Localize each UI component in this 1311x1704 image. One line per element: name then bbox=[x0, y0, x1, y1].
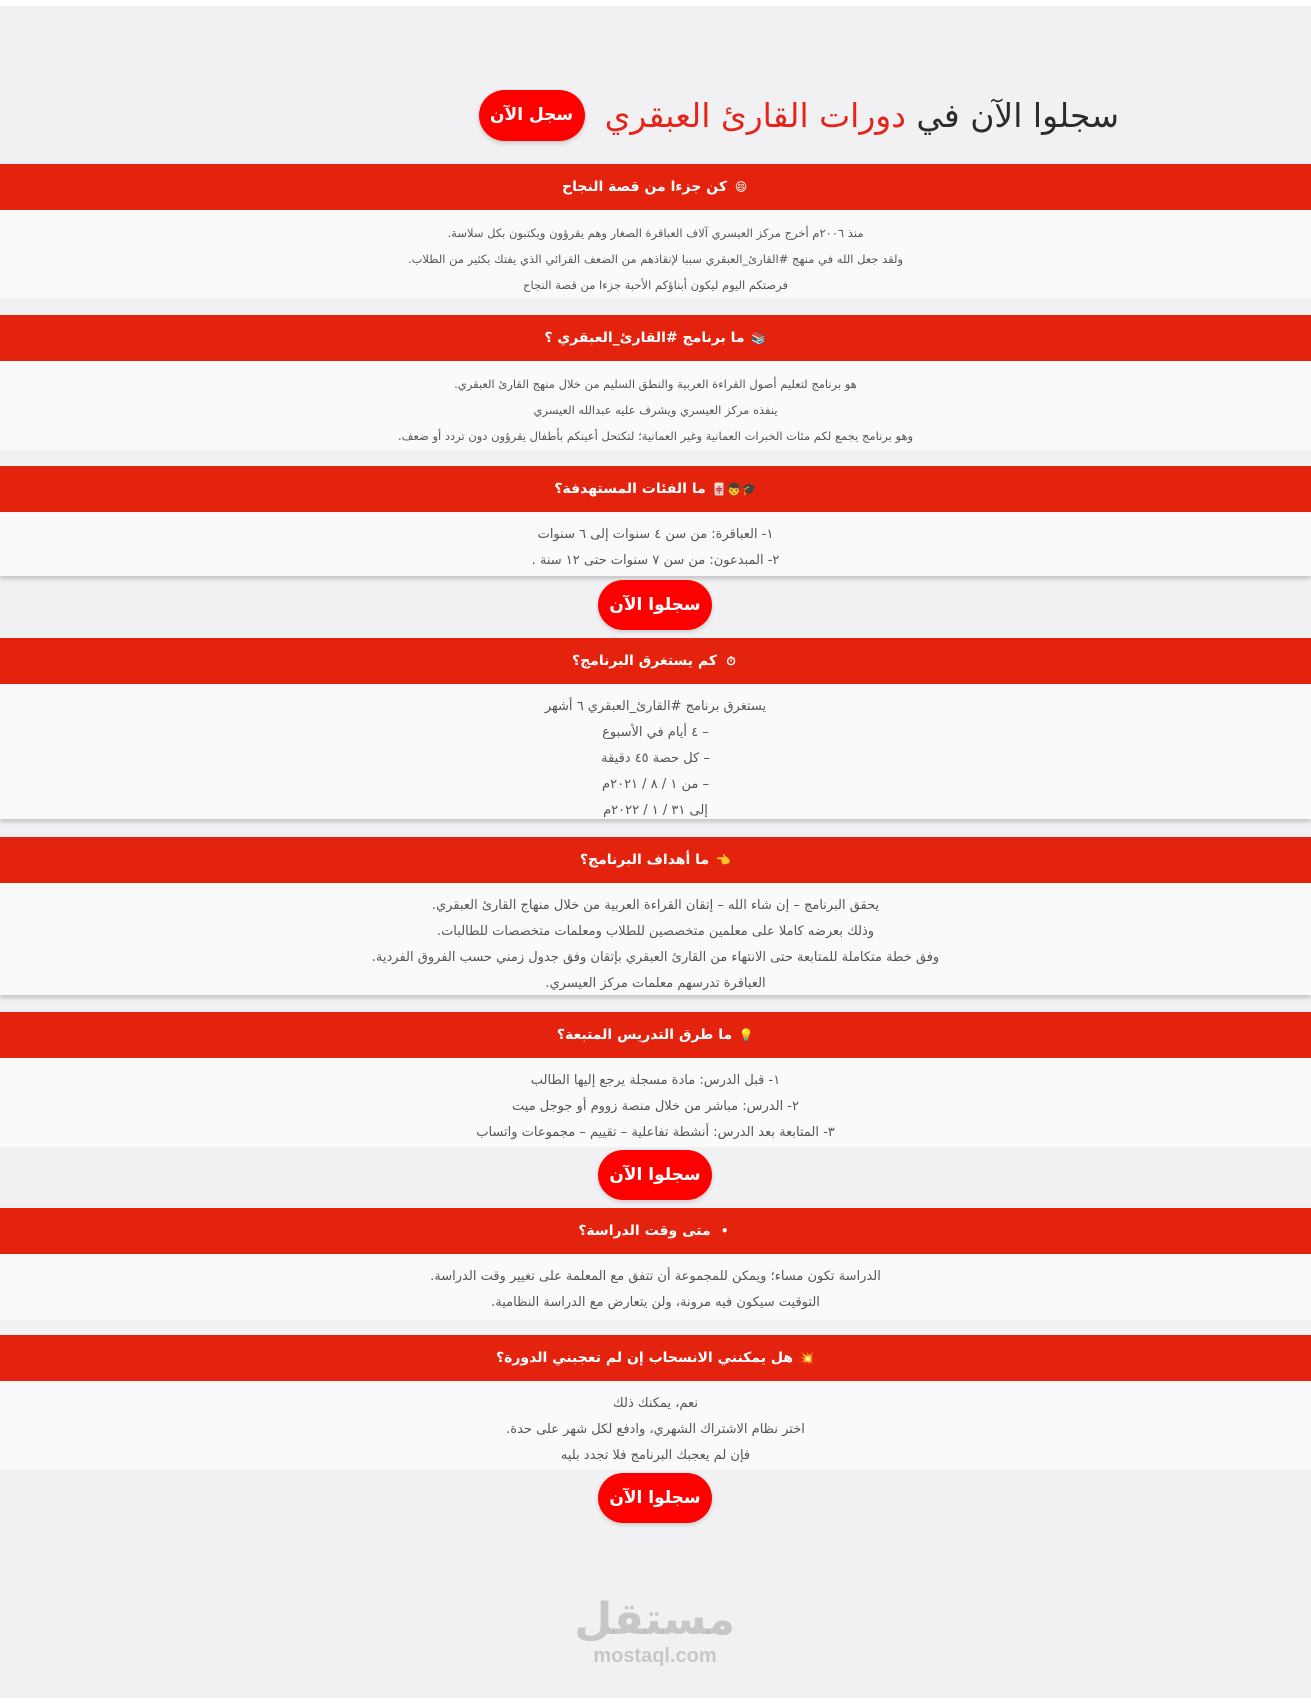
section-header bbox=[0, 1335, 1311, 1381]
section-body bbox=[0, 1381, 1311, 1470]
section-goals bbox=[0, 837, 1311, 995]
section-text: العباقرة تدرسهم معلمات مركز العيسري. bbox=[545, 976, 766, 991]
timer-icon: ⏱ bbox=[726, 653, 736, 668]
section-header bbox=[0, 466, 1311, 512]
section-text: التوقيت سيكون فيه مرونة، ولن يتعارض مع الدراسة النظامية. bbox=[491, 1295, 820, 1310]
section-header bbox=[0, 638, 1311, 684]
section-teaching-methods bbox=[0, 1012, 1311, 1147]
section-text: وهو برنامج يجمع لكم مئات الخبرات العمانية وغير العمانية؛ لتكتحل أعينكم بأطفال يقرؤون دون تردد أو ضعف. bbox=[397, 429, 914, 443]
section-header bbox=[0, 1208, 1311, 1254]
light-bulb-icon: 💡 bbox=[738, 1028, 754, 1042]
books-icon: 📚 bbox=[751, 331, 767, 345]
section-text: ينفذه مركز العيسري ويشرف عليه عبدالله العيسري bbox=[533, 403, 778, 417]
section-text: يحقق البرنامج – إن شاء الله – إتقان القراءة العربية من خلال منهاج القارئ العبقري. bbox=[431, 898, 880, 913]
section-body bbox=[0, 1058, 1311, 1147]
section-text: إلى ٣١ / ١ / ٢٠٢٢م bbox=[603, 803, 708, 818]
section-text: – من ١ / ٨ / ٢٠٢١م bbox=[602, 777, 709, 792]
section-title: كم يستغرق البرنامج؟ bbox=[571, 653, 718, 669]
section-text: هو برنامج لتعليم أصول القراءة العربية والنطق السليم من خلال منهج القارئ العبقري. bbox=[454, 377, 857, 391]
section-duration bbox=[0, 638, 1311, 819]
section-body bbox=[0, 883, 1311, 995]
section-text: فرصتكم اليوم ليكون أبناؤكم الأحبة جزءا من قصة النجاح bbox=[523, 278, 788, 292]
section-title: متى وقت الدراسة؟ bbox=[578, 1223, 711, 1239]
register-now-button[interactable]: سجلوا الآن bbox=[598, 1150, 712, 1200]
section-text: منذ ٢٠٠٦م أخرج مركز العيسري آلاف العباقرة الصغار وهم يقرؤون ويكتبون بكل سلاسة. bbox=[447, 226, 864, 240]
section-text: وذلك بعرضه كاملا على معلمين متخصصين للطلاب ومعلمات متخصصات للطالبات. bbox=[436, 924, 875, 939]
section-title: ما الفئات المستهدفة؟ bbox=[554, 481, 706, 497]
section-target-groups bbox=[0, 466, 1311, 576]
section-text: اختر نظام الاشتراك الشهري، وادفع لكل شهر على حدة. bbox=[506, 1422, 805, 1437]
section-text: ولقد جعل الله في منهج #القارئ_العبقري سببا لإنقاذهم من الضعف القرائي الذي يفتك بكثير من الطلاب. bbox=[407, 252, 904, 266]
register-now-button[interactable]: سجلوا الآن bbox=[598, 580, 712, 630]
section-title: كن جزءا من قصة النجاح bbox=[562, 179, 727, 195]
section-text: الدراسة تكون مساء؛ ويمكن للمجموعة أن تتفق مع المعلمة على تغيير وقت الدراسة. bbox=[430, 1269, 881, 1284]
section-header bbox=[0, 1012, 1311, 1058]
watermark-latin: mostaql.com bbox=[593, 1645, 717, 1667]
section-program-about bbox=[0, 315, 1311, 450]
dot-icon: • bbox=[720, 1224, 729, 1238]
section-header bbox=[0, 837, 1311, 883]
hero bbox=[0, 86, 1311, 144]
section-text: – ٤ أيام في الأسبوع bbox=[602, 725, 709, 740]
section-text: ١- العباقرة: من سن ٤ سنوات إلى ٦ سنوات bbox=[537, 527, 774, 542]
section-study-time bbox=[0, 1208, 1311, 1320]
section-body bbox=[0, 1254, 1311, 1320]
section-body bbox=[0, 210, 1311, 298]
section-text: يستغرق برنامج #القارئ_العبقري ٦ أشهر bbox=[544, 699, 767, 714]
section-body bbox=[0, 684, 1311, 819]
section-text: ٢- الدرس: مباشر من خلال منصة زووم أو جوجل ميت bbox=[512, 1099, 799, 1114]
pointing-hand-icon: 👈 bbox=[715, 853, 731, 867]
section-success-story bbox=[0, 164, 1311, 298]
smile-icon: 😄 bbox=[734, 180, 748, 194]
section-withdrawal bbox=[0, 1335, 1311, 1470]
section-title: ما برنامج #القارئ_العبقري ؟ bbox=[544, 330, 745, 346]
collision-icon: 💥 bbox=[799, 1351, 815, 1365]
register-now-button[interactable]: سجلوا الآن bbox=[598, 1473, 712, 1523]
section-text: فإن لم يعجبك البرنامج فلا تجدد بليه bbox=[560, 1448, 751, 1463]
section-text: نعم، يمكنك ذلك bbox=[613, 1396, 698, 1411]
hero-title bbox=[605, 96, 1119, 135]
section-title: هل يمكنني الانسحاب إن لم تعجبني الدورة؟ bbox=[495, 1350, 794, 1366]
section-body bbox=[0, 512, 1311, 576]
section-header bbox=[0, 164, 1311, 210]
hero-title-accent: دورات القارئ العبقري bbox=[604, 95, 906, 135]
section-header bbox=[0, 315, 1311, 361]
graduation-cap-icon: 🎓👦🀄 bbox=[711, 482, 757, 496]
section-text: ٣- المتابعة بعد الدرس: أنشطة تفاعلية – تقييم – مجموعات واتساب bbox=[476, 1125, 835, 1140]
section-title: ما طرق التدريس المتبعة؟ bbox=[556, 1027, 733, 1043]
section-text: وفق خطة متكاملة للمتابعة حتى الانتهاء من القارئ العبقري بإتقان وفق جدول زمني حسب الفروق الفردية. bbox=[371, 950, 940, 965]
section-title: ما أهداف البرنامج؟ bbox=[579, 852, 710, 868]
section-text: ١- قبل الدرس: مادة مسجلة يرجع إليها الطالب bbox=[530, 1073, 781, 1088]
section-text: ٢- المبدعون: من سن ٧ سنوات حتى ١٢ سنة . bbox=[531, 553, 780, 568]
section-body bbox=[0, 361, 1311, 450]
watermark-arabic: مستقل bbox=[574, 1594, 735, 1645]
hero-register-button[interactable]: سجل الآن bbox=[479, 90, 585, 141]
hero-title-text: سجلوا الآن في bbox=[916, 95, 1119, 135]
section-text: – كل حصة ٤٥ دقيقة bbox=[601, 751, 710, 766]
